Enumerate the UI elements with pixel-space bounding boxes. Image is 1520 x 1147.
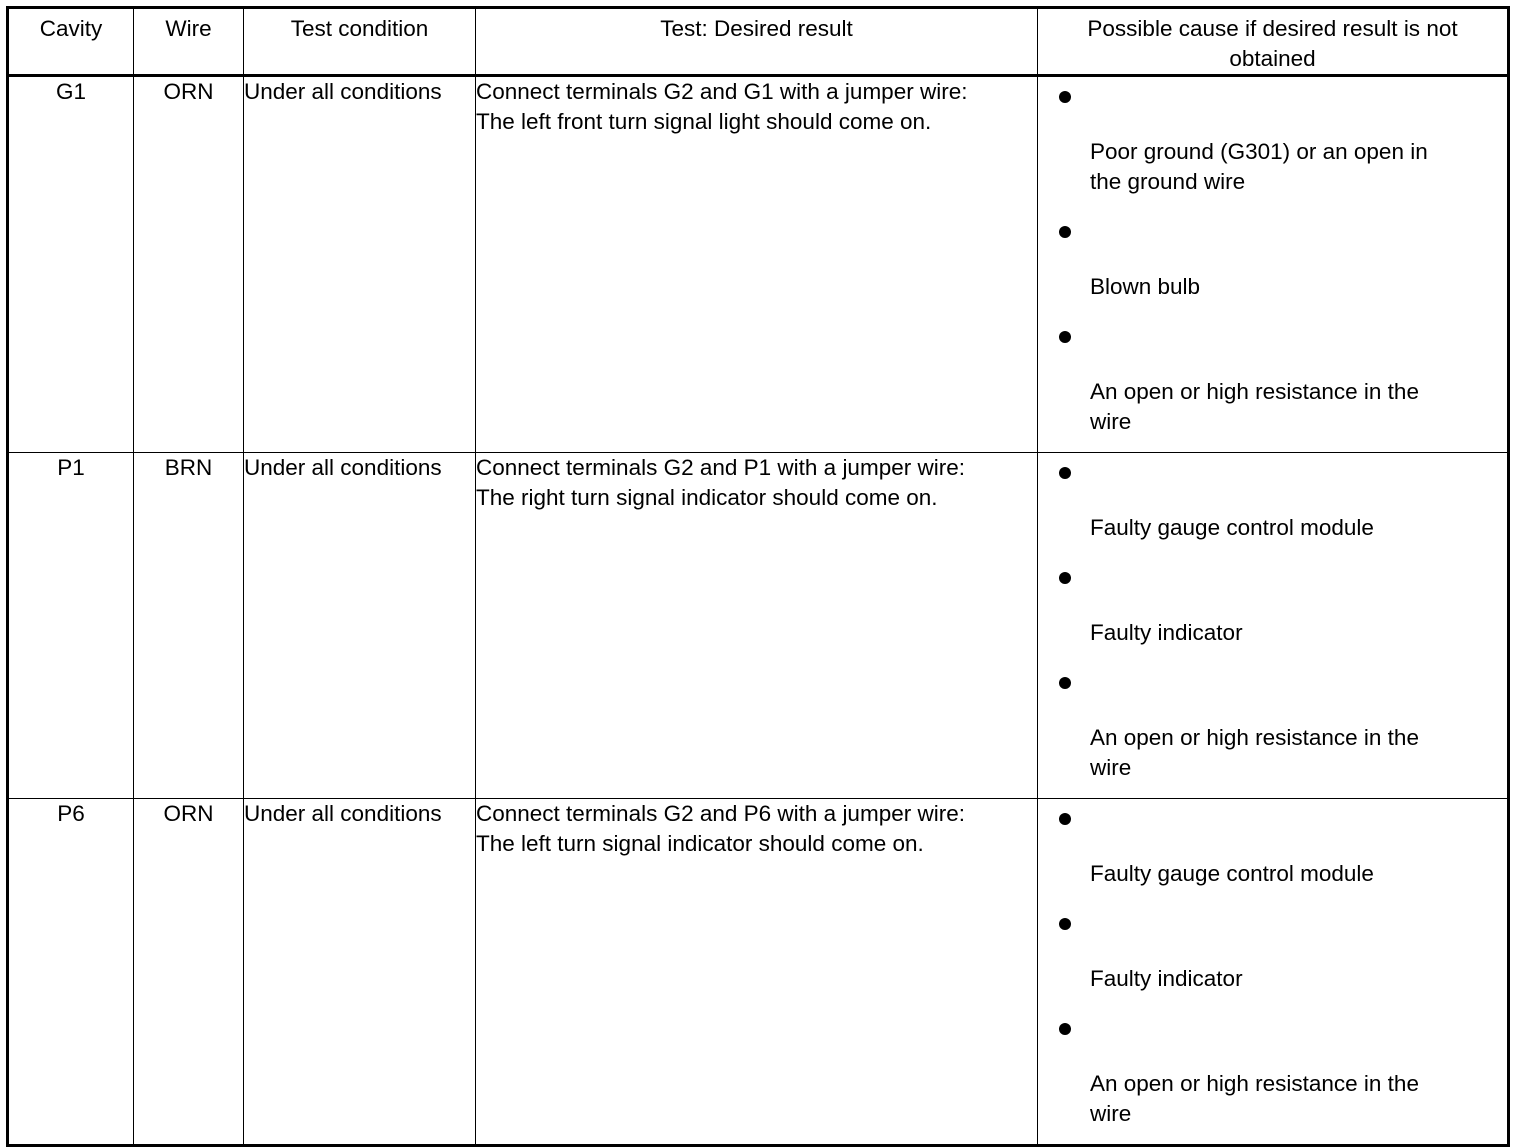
table-row xyxy=(8,453,1509,799)
cause-text xyxy=(1090,453,1497,558)
cavity-cell: P6 xyxy=(8,799,134,1146)
wire-cell: ORN xyxy=(134,76,244,453)
bullet-icon xyxy=(1059,918,1071,930)
cause-item xyxy=(1038,77,1507,212)
cause-text xyxy=(1090,317,1497,452)
cavity-cell: G1 xyxy=(8,76,134,453)
desired-result-cell xyxy=(476,453,1038,799)
test-condition-cell: Under all conditions xyxy=(244,453,476,799)
bullet-icon xyxy=(1059,1023,1071,1035)
cause-text-line: Faulty indicator xyxy=(1090,620,1243,645)
cause-text-line: Faulty gauge control module xyxy=(1090,515,1374,540)
wire-cell: BRN xyxy=(134,453,244,799)
cause-text xyxy=(1090,663,1497,798)
cause-text xyxy=(1090,77,1497,212)
bullet-icon xyxy=(1059,226,1071,238)
cause-list xyxy=(1038,453,1507,798)
cause-text-line: Faulty indicator xyxy=(1090,966,1243,991)
cavity-cell: P1 xyxy=(8,453,134,799)
desired-result-cell xyxy=(476,799,1038,1146)
cause-text-line: wire xyxy=(1090,1101,1132,1126)
cause-text-line: Blown bulb xyxy=(1090,274,1201,299)
bullet-icon xyxy=(1059,677,1071,689)
cause-item xyxy=(1038,212,1507,317)
cause-text-line: wire xyxy=(1090,755,1132,780)
bullet-icon xyxy=(1059,331,1071,343)
test-condition-cell: Under all conditions xyxy=(244,799,476,1146)
table-row xyxy=(8,76,1509,453)
bullet-icon xyxy=(1059,813,1071,825)
header-row xyxy=(8,8,1509,76)
cause-text xyxy=(1090,558,1497,663)
cause-list xyxy=(1038,77,1507,452)
cause-item xyxy=(1038,799,1507,904)
possible-causes-cell xyxy=(1038,799,1509,1146)
cause-text-line: wire xyxy=(1090,409,1132,434)
cause-text-line: An open or high resistance in the xyxy=(1090,1071,1419,1096)
desired-result-line: Connect terminals G2 and P6 with a jumper wire: xyxy=(476,801,965,826)
desired-result-line: Connect terminals G2 and P1 with a jumper wire: xyxy=(476,455,965,480)
cause-text xyxy=(1090,212,1497,317)
possible-causes-cell xyxy=(1038,76,1509,453)
table-row xyxy=(8,799,1509,1146)
cause-item xyxy=(1038,1009,1507,1144)
cause-list xyxy=(1038,799,1507,1144)
desired-result-line: The right turn signal indicator should come on. xyxy=(476,485,938,510)
desired-result-cell xyxy=(476,76,1038,453)
cause-text xyxy=(1090,904,1497,1009)
header-possible-cause-line1: Possible cause if desired result is not xyxy=(1087,16,1458,41)
bullet-icon xyxy=(1059,572,1071,584)
cause-item xyxy=(1038,663,1507,798)
header-desired-result: Test: Desired result xyxy=(476,8,1038,76)
cause-text xyxy=(1090,1009,1497,1144)
cause-item xyxy=(1038,904,1507,1009)
cause-text-line: An open or high resistance in the xyxy=(1090,379,1419,404)
wire-cell: ORN xyxy=(134,799,244,1146)
cause-text-line: Faulty gauge control module xyxy=(1090,861,1374,886)
cause-text-line: the ground wire xyxy=(1090,169,1246,194)
cause-item xyxy=(1038,558,1507,663)
possible-causes-cell xyxy=(1038,453,1509,799)
desired-result-line: The left turn signal indicator should come on. xyxy=(476,831,924,856)
header-possible-cause xyxy=(1038,8,1509,76)
bullet-icon xyxy=(1059,91,1071,103)
desired-result-line: Connect terminals G2 and G1 with a jumper wire: xyxy=(476,79,968,104)
header-possible-cause-line2: obtained xyxy=(1229,46,1316,71)
diagnostic-table xyxy=(6,6,1510,1147)
header-wire: Wire xyxy=(134,8,244,76)
cause-item xyxy=(1038,453,1507,558)
cause-text-line: Poor ground (G301) or an open in xyxy=(1090,139,1428,164)
cause-text-line: An open or high resistance in the xyxy=(1090,725,1419,750)
cause-text xyxy=(1090,799,1497,904)
cause-item xyxy=(1038,317,1507,452)
bullet-icon xyxy=(1059,467,1071,479)
desired-result-line: The left front turn signal light should come on. xyxy=(476,109,932,134)
header-cavity: Cavity xyxy=(8,8,134,76)
table-header xyxy=(8,8,1509,76)
test-condition-cell: Under all conditions xyxy=(244,76,476,453)
header-test-condition: Test condition xyxy=(244,8,476,76)
